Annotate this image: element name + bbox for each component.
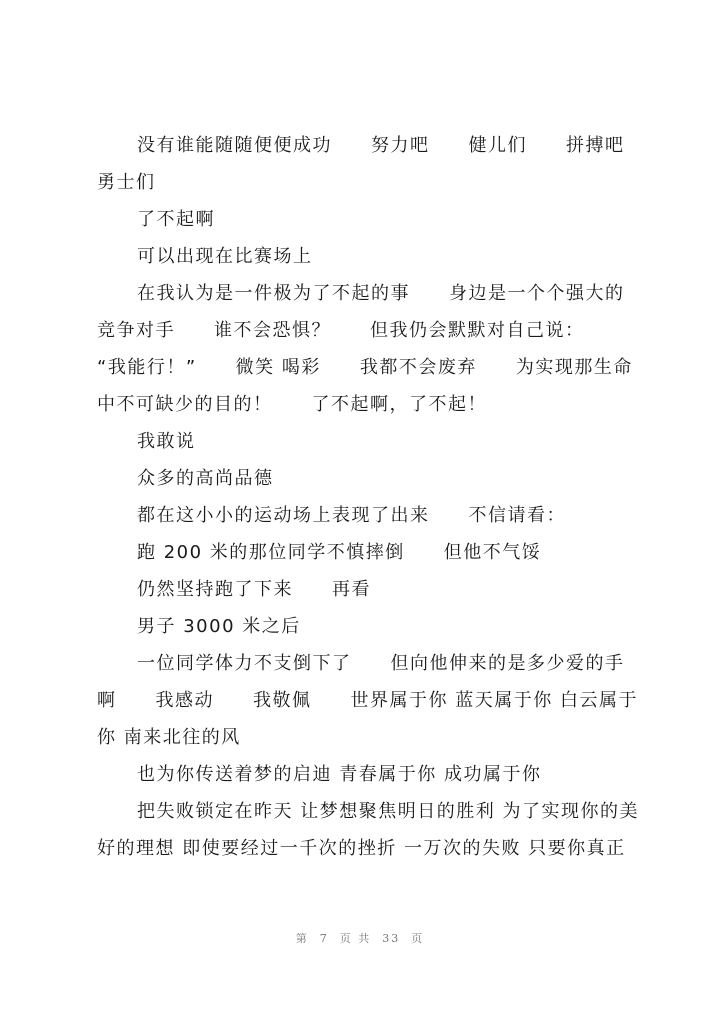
paragraph: 了不起啊	[137, 209, 215, 230]
paragraph: 在我认为是一件极为了不起的事 身边是一个个强大的竞争对手 谁不会恐惧？ 但我仍会默默对自己说： “我能行！” 微笑 喝彩 我都不会废弃 为实现那生命中不可缺少的目的！ 了不起啊，了不起！	[97, 283, 633, 415]
paragraph: 跑 200 米的那位同学不慎摔倒 但他不气馁	[137, 542, 542, 563]
paragraph: 我敢说	[137, 431, 196, 452]
paragraph: 没有谁能随随便便成功 努力吧 健儿们 拼搏吧 勇士们	[97, 135, 664, 193]
document-body	[97, 127, 664, 867]
paragraph: 男子 3000 米之后	[137, 616, 301, 637]
paragraph: 众多的高尚品德	[137, 468, 274, 489]
paragraph: 可以出现在比赛场上	[137, 246, 313, 267]
paragraph: 一位同学体力不支倒下了 但向他伸来的是多少爱的手啊 我感动 我敬佩 世界属于你 蓝天属于你 白云属于你 南来北往的风	[97, 653, 638, 748]
page-number-footer: 第 7 页 共 33 页	[295, 932, 425, 945]
paragraph: 仍然坚持跑了下来 再看	[137, 579, 371, 600]
paragraph: 都在这小小的运动场上表现了出来 不信请看：	[137, 505, 566, 526]
paragraph: 把失败锁定在昨天 让梦想聚焦明日的胜利 为了实现你的美好的理想 即使要经过一千次的挫折 一万次的失败 只要你真正	[97, 801, 639, 859]
paragraph: 也为你传送着梦的启迪 青春属于你 成功属于你	[137, 764, 542, 785]
